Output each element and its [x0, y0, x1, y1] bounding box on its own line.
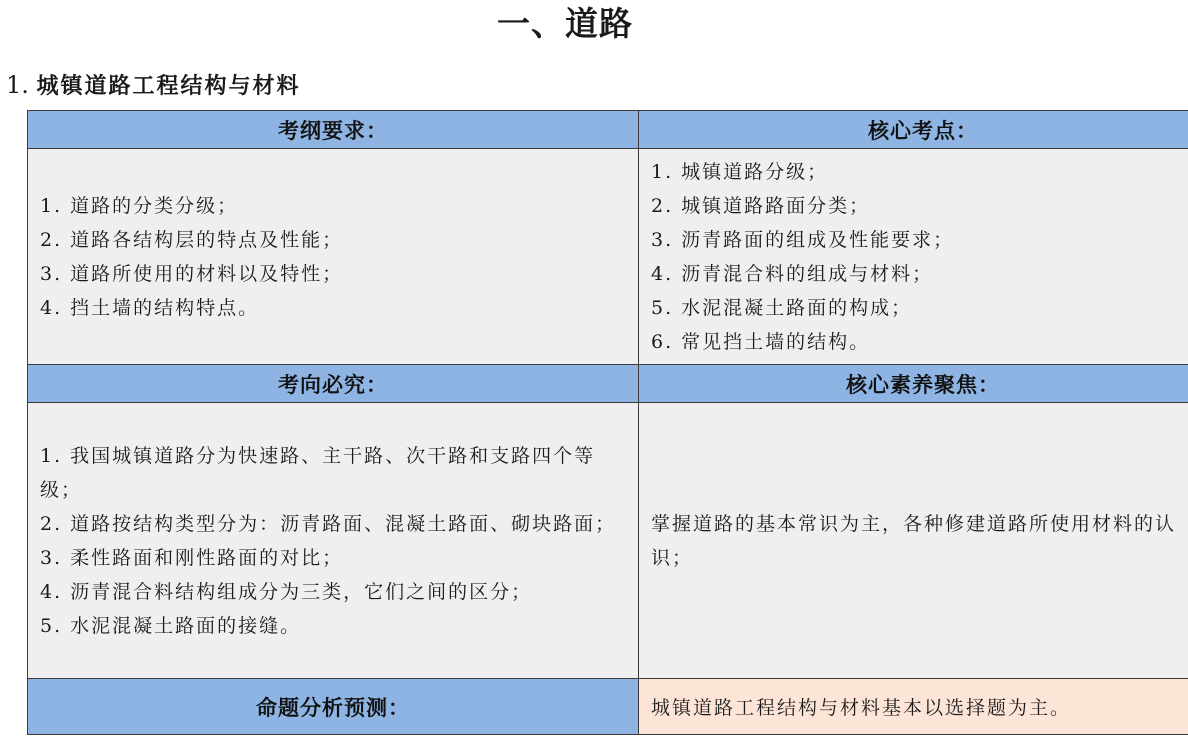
list-item: 2. 城镇道路路面分类；	[651, 194, 871, 217]
section-heading	[6, 68, 301, 102]
table-row	[28, 149, 1188, 365]
table-row	[28, 111, 1188, 149]
core-literacy-header: 核心素养聚焦：	[639, 365, 1188, 403]
list-item: 6. 常见挡土墙的结构。	[651, 330, 871, 353]
list-item: 5. 水泥混凝土路面的构成；	[651, 296, 913, 319]
core-literacy-text: 掌握道路的基本常识为主，各种修建道路所使用材料的认识；	[651, 512, 1177, 569]
section-number: 1.	[6, 71, 29, 99]
table-row	[28, 403, 1188, 679]
list-item: 3. 柔性路面和刚性路面的对比；	[40, 546, 344, 569]
core-points-list	[639, 155, 1188, 359]
exam-outline-list	[28, 189, 638, 325]
list-item: 1. 我国城镇道路分为快速路、主干路、次干路和支路四个等级；	[40, 444, 596, 501]
table-row	[28, 365, 1188, 403]
list-item: 4. 沥青混合料的组成与材料；	[651, 262, 934, 285]
core-literacy-cell	[639, 403, 1188, 679]
syllabus-table	[27, 110, 1188, 735]
list-item: 1. 城镇道路分级；	[651, 160, 829, 183]
exam-outline-header: 考纲要求：	[28, 111, 639, 149]
list-item: 3. 沥青路面的组成及性能要求；	[651, 228, 955, 251]
section-title: 城镇道路工程结构与材料	[36, 74, 301, 99]
list-item: 3. 道路所使用的材料以及特性；	[40, 262, 344, 285]
list-item: 2. 道路按结构类型分为：沥青路面、混凝土路面、砌块路面；	[40, 512, 617, 535]
core-points-header: 核心考点：	[639, 111, 1188, 149]
table-row	[28, 679, 1188, 735]
prediction-text: 城镇道路工程结构与材料基本以选择题为主。	[639, 679, 1188, 735]
syllabus-table-container	[27, 110, 1188, 735]
list-item: 2. 道路各结构层的特点及性能；	[40, 228, 344, 251]
exam-outline-cell	[28, 149, 639, 365]
exam-direction-header: 考向必究：	[28, 365, 639, 403]
list-item: 4. 挡土墙的结构特点。	[40, 296, 260, 319]
exam-direction-cell	[28, 403, 639, 679]
list-item: 1. 道路的分类分级；	[40, 194, 239, 217]
list-item: 4. 沥青混合料结构组成分为三类，它们之间的区分；	[40, 580, 533, 603]
page-title: 一、道路	[497, 4, 633, 43]
prediction-header: 命题分析预测：	[28, 679, 639, 735]
exam-direction-list	[28, 439, 638, 643]
list-item: 5. 水泥混凝土路面的接缝。	[40, 614, 302, 637]
core-points-cell	[639, 149, 1188, 365]
